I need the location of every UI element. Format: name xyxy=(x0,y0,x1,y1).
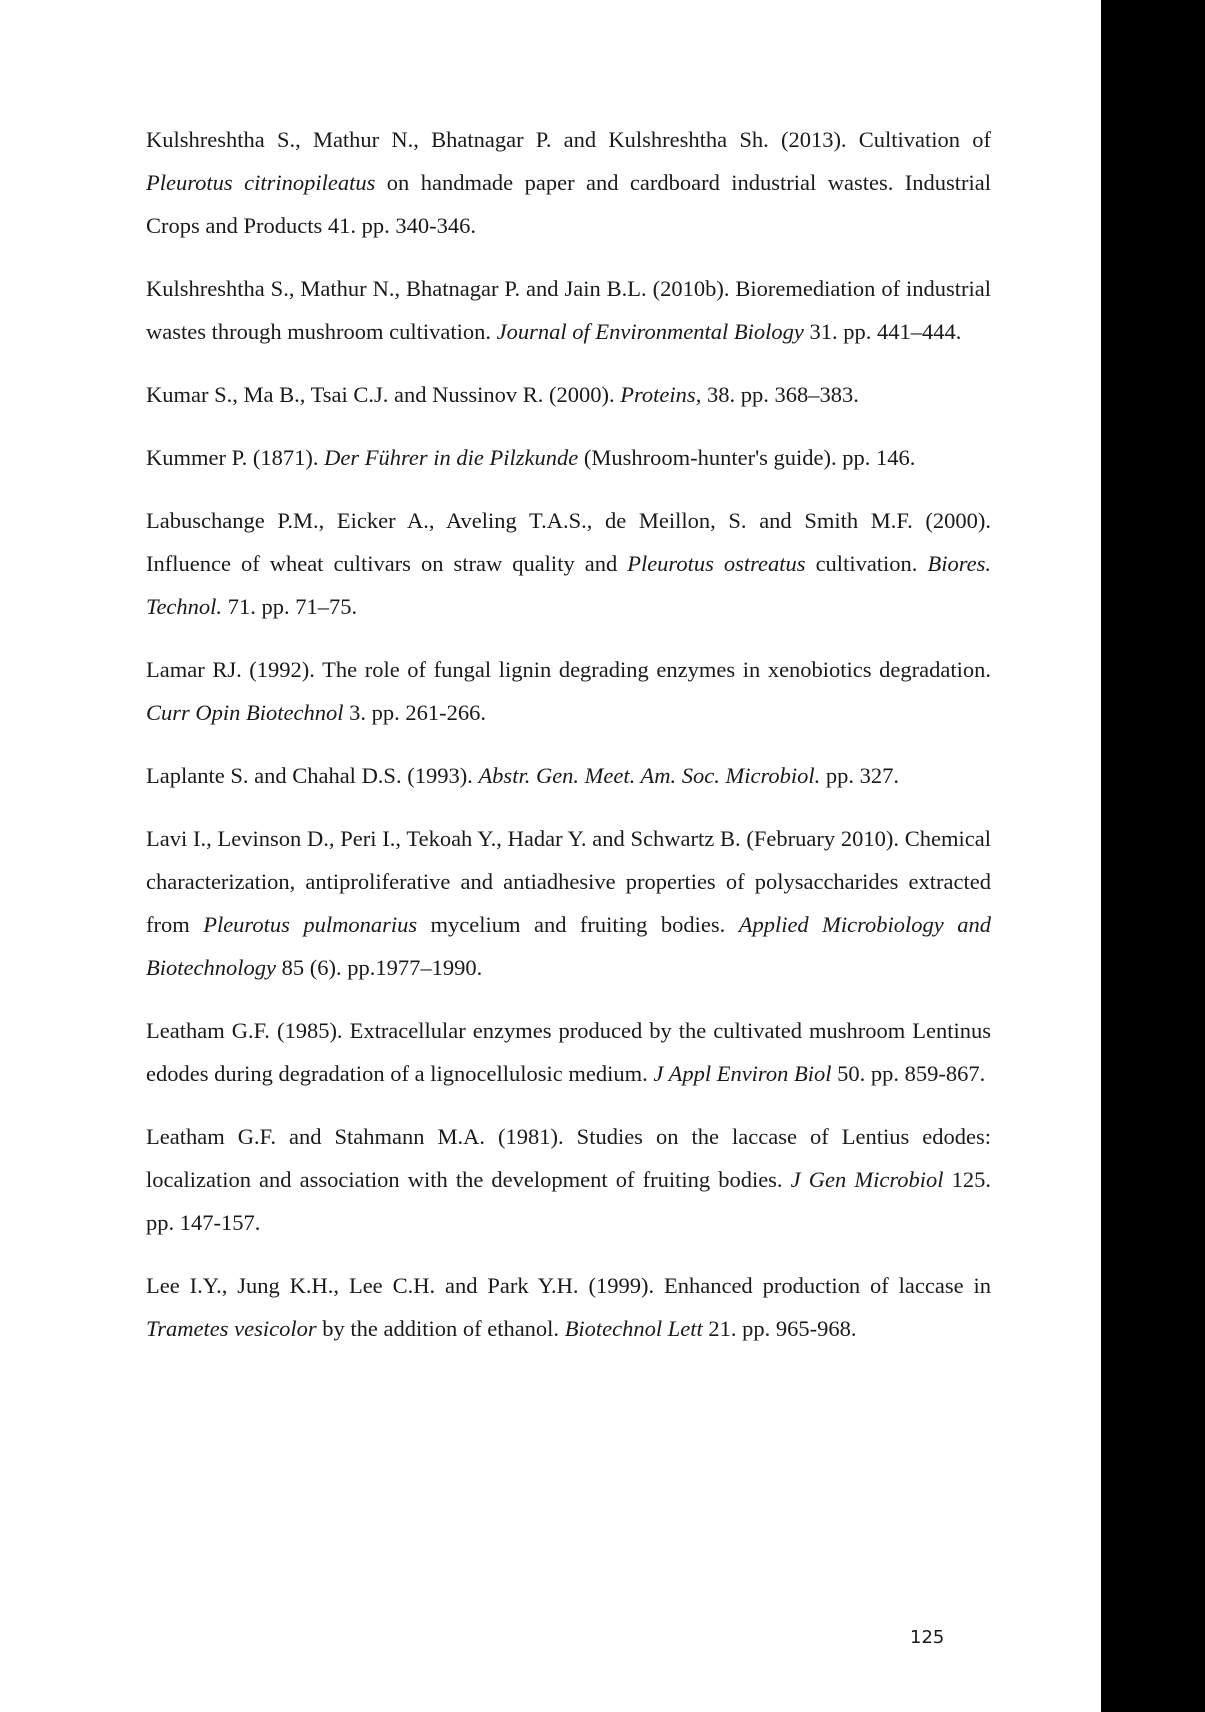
reference-entry xyxy=(146,817,991,989)
reference-entry xyxy=(146,754,991,797)
reference-text: Lee I.Y., Jung K.H., Lee C.H. and Park Y.H. (1999). Enhanced production of laccase in xyxy=(146,1273,991,1298)
reference-entry xyxy=(146,499,991,628)
reference-text: (Mushroom-hunter's guide). pp. 146. xyxy=(578,445,916,470)
reference-text: Lavi I., Levinson D., Peri I., Tekoah Y., Hadar Y. and Schwartz B. (February 2010). Chemical characterization, antiproliferative and antiadhesive properties of polysaccharides extracted from xyxy=(146,826,991,937)
reference-text: Kulshreshtha S., Mathur N., Bhatnagar P. and Jain B.L. (2010b). Bioremediation of industrial wastes through mushroom cultivation. xyxy=(146,276,991,344)
reference-italic-text: Biores. Technol. xyxy=(146,551,991,619)
reference-italic-text: Applied Microbiology and Biotechnology xyxy=(146,912,991,980)
reference-text: Laplante S. and Chahal D.S. (1993). xyxy=(146,763,479,788)
reference-text: Leatham G.F. and Stahmann M.A. (1981). Studies on the laccase of Lentius edodes: localization and association with the development of fruiting bodies. xyxy=(146,1124,991,1192)
reference-italic-text: Proteins xyxy=(620,382,696,407)
reference-text: 71. pp. 71–75. xyxy=(222,594,358,619)
reference-text: Leatham G.F. (1985). Extracellular enzymes produced by the cultivated mushroom Lentinus edodes during degradation of a lignocellulosic medium. xyxy=(146,1018,991,1086)
reference-text: 3. pp. 261-266. xyxy=(343,700,486,725)
reference-entry xyxy=(146,373,991,416)
reference-italic-text: Curr Opin Biotechnol xyxy=(146,700,344,725)
reference-text: Kulshreshtha S., Mathur N., Bhatnagar P. and Kulshreshtha Sh. (2013). Cultivation of xyxy=(146,127,991,152)
reference-text: Kumar S., Ma B., Tsai C.J. and Nussinov R. (2000). xyxy=(146,382,621,407)
reference-text: on handmade paper and cardboard industrial wastes. Industrial Crops and Products 41. pp. 340-346. xyxy=(146,170,991,238)
reference-list xyxy=(146,118,991,1370)
reference-entry xyxy=(146,1264,991,1350)
reference-text: Labuschange P.M., Eicker A., Aveling T.A.S., de Meillon, S. and Smith M.F. (2000). Influence of wheat cultivars on straw quality and xyxy=(146,508,991,576)
reference-text: , 38. pp. 368–383. xyxy=(695,382,859,407)
reference-italic-text: Pleurotus pulmonarius xyxy=(203,912,418,937)
reference-italic-text: J Gen Microbiol xyxy=(790,1167,944,1192)
reference-italic-text: Pleurotus ostreatus xyxy=(627,551,806,576)
reference-text: 85 (6). pp.1977–1990. xyxy=(275,955,483,980)
reference-italic-text: Pleurotus citrinopileatus xyxy=(146,170,376,195)
reference-italic-text: Journal of Environmental Biology xyxy=(496,319,804,344)
reference-text: 50. pp. 859-867. xyxy=(831,1061,986,1086)
reference-italic-text: Trametes vesicolor xyxy=(146,1316,317,1341)
reference-text: Lamar RJ. (1992). The role of fungal lignin degrading enzymes in xenobiotics degradation. xyxy=(146,657,991,682)
reference-entry xyxy=(146,648,991,734)
reference-italic-text: Biotechnol Lett xyxy=(564,1316,703,1341)
reference-italic-text: Der Führer in die Pilzkunde xyxy=(324,445,579,470)
reference-text: mycelium and fruiting bodies. xyxy=(417,912,739,937)
reference-italic-text: Abstr. Gen. Meet. Am. Soc. Microbiol. xyxy=(478,763,821,788)
reference-text: 31. pp. 441–444. xyxy=(803,319,962,344)
reference-text: 21. pp. 965-968. xyxy=(702,1316,857,1341)
page-number: 125 xyxy=(910,1627,945,1648)
reference-italic-text: J Appl Environ Biol xyxy=(653,1061,832,1086)
reference-entry xyxy=(146,267,991,353)
reference-text: 125. pp. 147-157. xyxy=(146,1167,991,1235)
reference-text: pp. 327. xyxy=(820,763,900,788)
reference-text: Kummer P. (1871). xyxy=(146,445,325,470)
reference-entry xyxy=(146,436,991,479)
reference-text: by the addition of ethanol. xyxy=(316,1316,565,1341)
reference-entry xyxy=(146,1009,991,1095)
reference-text: cultivation. xyxy=(805,551,928,576)
reference-entry xyxy=(146,118,991,247)
reference-entry xyxy=(146,1115,991,1244)
